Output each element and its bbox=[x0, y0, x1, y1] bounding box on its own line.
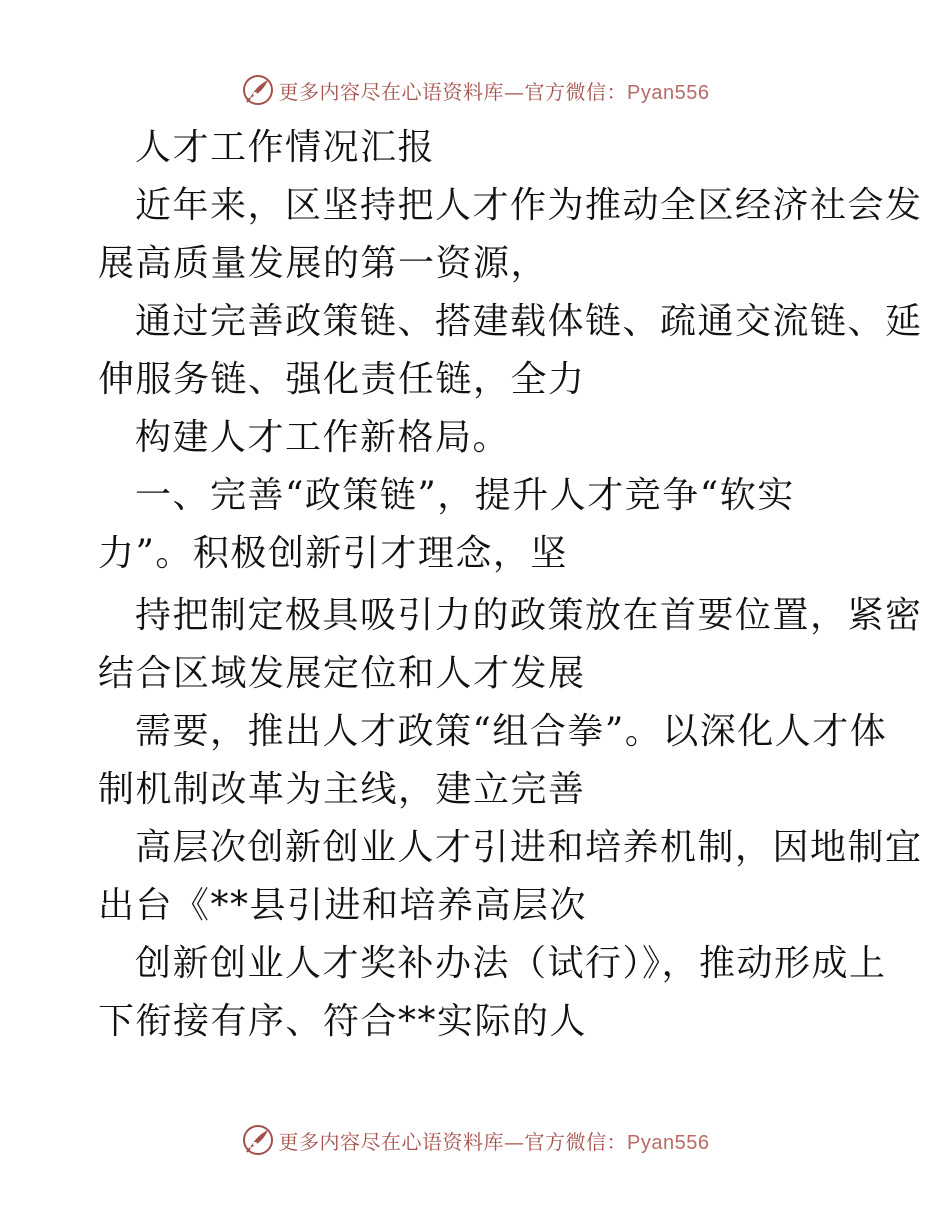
paragraph-line: 构建人才工作新格局。 bbox=[135, 417, 511, 458]
paragraph-line: 力”。积极创新引才理念，坚 bbox=[98, 533, 568, 574]
feather-pen-logo-icon bbox=[241, 73, 275, 107]
feather-pen-logo-icon bbox=[241, 1123, 275, 1157]
watermark-wechat-id: Pyan556 bbox=[627, 81, 710, 104]
header-watermark bbox=[0, 70, 950, 110]
paragraph-line: 持把制定极具吸引力的政策放在首要位置，紧密 bbox=[135, 595, 923, 636]
paragraph-line: 高层次创新创业人才引进和培养机制，因地制宜 bbox=[135, 827, 923, 868]
paragraph-line: 通过完善政策链、搭建载体链、疏通交流链、延 bbox=[135, 301, 923, 342]
watermark-label: 更多内容尽在心语资料库—官方微信： bbox=[278, 79, 628, 104]
watermark-wechat-id: Pyan556 bbox=[627, 1131, 710, 1154]
paragraph-line: 创新创业人才奖补办法（试行）》，推动形成上 bbox=[135, 943, 887, 984]
watermark-text bbox=[279, 1126, 710, 1155]
watermark-label: 更多内容尽在心语资料库—官方微信： bbox=[278, 1129, 628, 1154]
paragraph-line: 需要，推出人才政策“组合拳”。以深化人才体 bbox=[135, 711, 888, 752]
footer-watermark bbox=[0, 1120, 950, 1160]
paragraph-line: 伸服务链、强化责任链，全力 bbox=[98, 359, 586, 400]
paragraph-line: 结合区域发展定位和人才发展 bbox=[98, 653, 586, 694]
paragraph-line: 展高质量发展的第一资源， bbox=[98, 243, 549, 284]
section-heading-line: 一、完善“政策链”，提升人才竞争“软实 bbox=[135, 475, 795, 516]
watermark-text bbox=[279, 76, 710, 105]
paragraph-line: 制机制改革为主线，建立完善 bbox=[98, 769, 586, 810]
paragraph-line: 下衔接有序、符合**实际的人 bbox=[98, 1001, 588, 1042]
paragraph-line: 近年来，区坚持把人才作为推动全区经济社会发 bbox=[135, 185, 923, 226]
paragraph-line: 出台《**县引进和培养高层次 bbox=[98, 885, 588, 926]
document-title: 人才工作情况汇报 bbox=[135, 127, 436, 168]
